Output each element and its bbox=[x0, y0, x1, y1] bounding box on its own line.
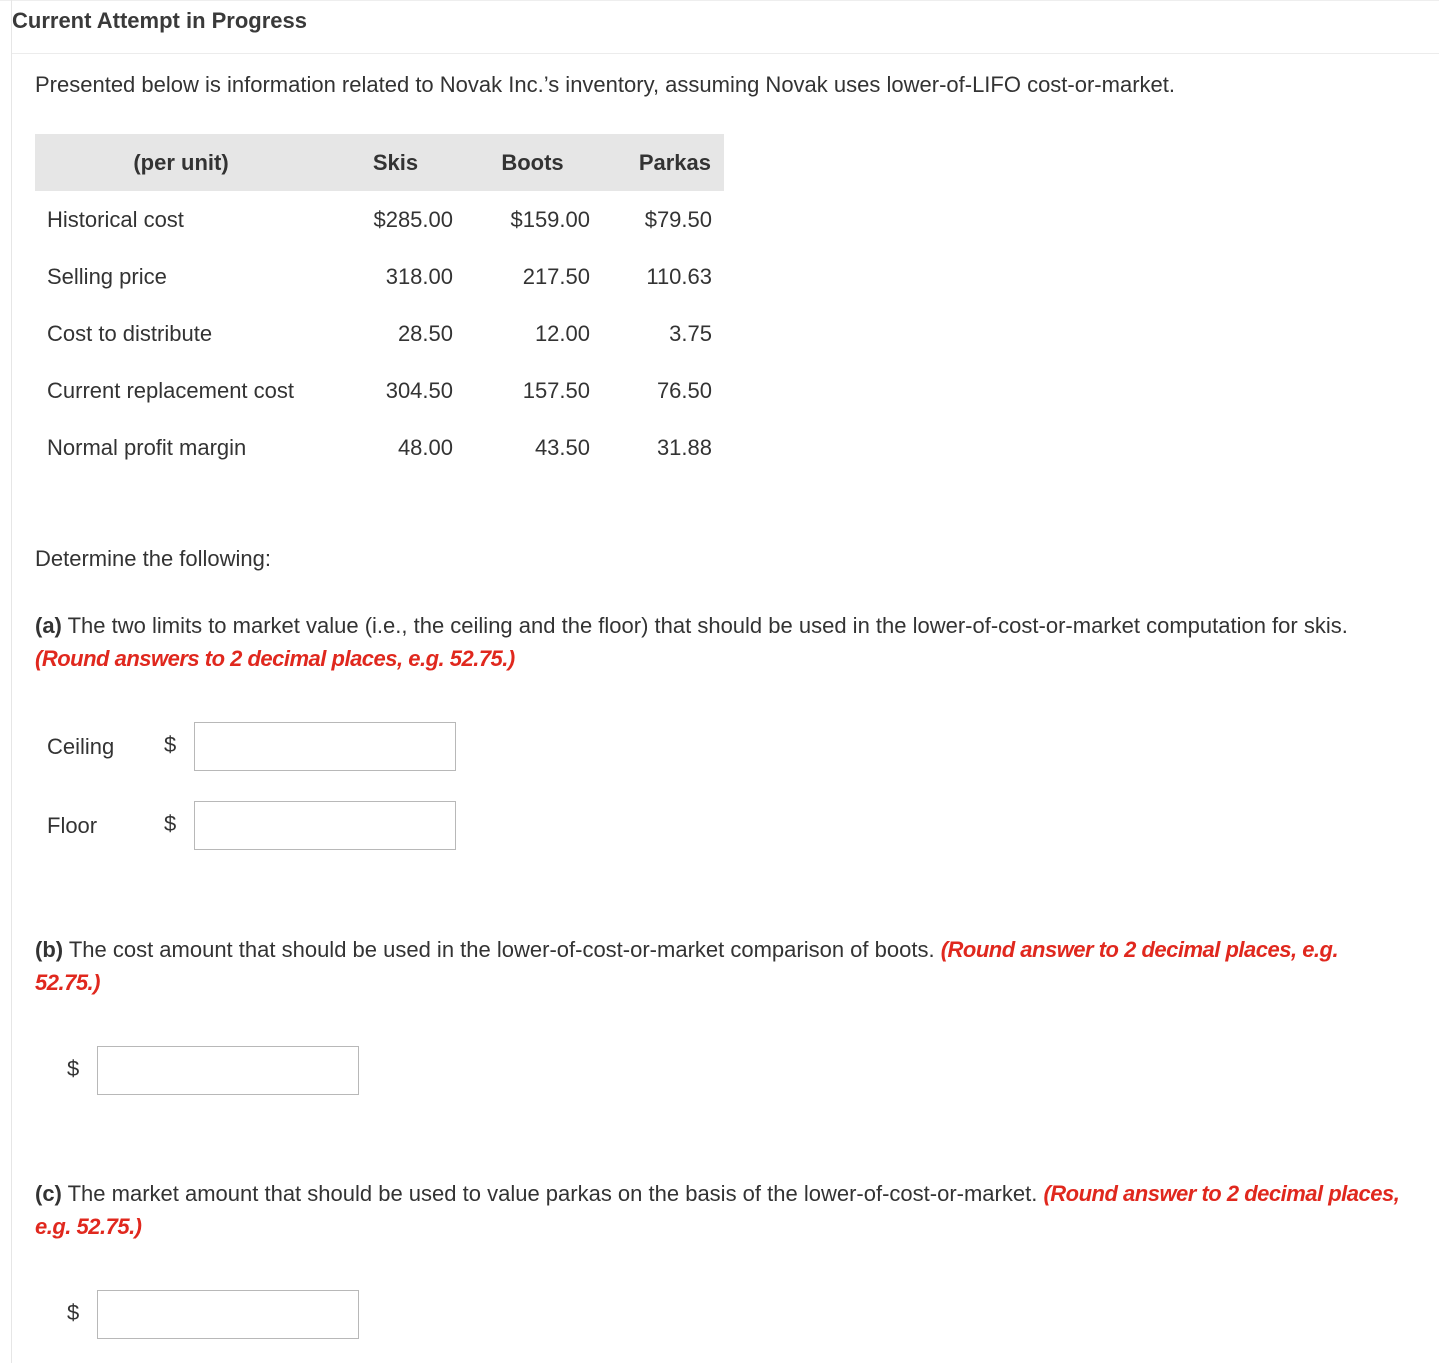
question-b-label: (b) bbox=[35, 937, 64, 962]
row-label: Current replacement cost bbox=[47, 377, 294, 403]
problem-intro: Presented below is information related to Novak Inc.’s inventory, assuming Novak uses lower-of-LIFO cost-or-market. bbox=[35, 72, 1175, 97]
cell-skis: $285.00 bbox=[373, 206, 453, 232]
row-label: Normal profit margin bbox=[47, 434, 247, 460]
row-label: Selling price bbox=[47, 263, 167, 289]
question-c-label: (c) bbox=[35, 1181, 62, 1206]
row-label: Historical cost bbox=[47, 206, 184, 232]
boots-cost-input[interactable] bbox=[97, 1046, 359, 1095]
table-row bbox=[35, 248, 724, 305]
header-divider bbox=[12, 53, 1439, 54]
boots-cost-dollar-sign: $ bbox=[67, 1056, 80, 1081]
question-b-hint: (Round answer to 2 decimal places, e.g. 52.75.) bbox=[35, 937, 1339, 995]
floor-input[interactable] bbox=[194, 801, 456, 850]
cell-parkas: 3.75 bbox=[669, 320, 712, 346]
question-a-hint: (Round answers to 2 decimal places, e.g. 52.75.) bbox=[35, 646, 515, 671]
column-header-boots: Boots bbox=[464, 134, 601, 191]
ceiling-input[interactable] bbox=[194, 722, 456, 771]
column-header-per-unit: (per unit) bbox=[35, 134, 327, 191]
question-a-label: (a) bbox=[35, 613, 62, 638]
table-row bbox=[35, 362, 724, 419]
question-b bbox=[35, 933, 1405, 999]
ceiling-dollar-sign: $ bbox=[164, 732, 177, 757]
column-header-skis: Skis bbox=[327, 134, 464, 191]
row-label: Cost to distribute bbox=[47, 320, 213, 346]
question-b-text: The cost amount that should be used in the lower-of-cost-or-market comparison of boots. bbox=[68, 937, 935, 962]
cell-boots: 12.00 bbox=[534, 320, 590, 346]
cell-parkas: 76.50 bbox=[656, 377, 712, 403]
parkas-market-dollar-sign: $ bbox=[67, 1300, 80, 1325]
cell-boots: 43.50 bbox=[534, 434, 590, 460]
left-border bbox=[11, 0, 12, 1363]
table-row bbox=[35, 191, 724, 248]
question-c-hint: (Round answer to 2 decimal places, e.g. 52.75.) bbox=[35, 1181, 1400, 1239]
parkas-market-input[interactable] bbox=[97, 1290, 359, 1339]
floor-label: Floor bbox=[47, 813, 98, 838]
cell-boots: 157.50 bbox=[522, 377, 590, 403]
cell-skis: 28.50 bbox=[397, 320, 453, 346]
table-row bbox=[35, 419, 724, 476]
cell-boots: 217.50 bbox=[522, 263, 590, 289]
cell-parkas: 110.63 bbox=[646, 263, 712, 289]
cell-boots: $159.00 bbox=[510, 206, 590, 232]
table-header-row bbox=[35, 134, 724, 191]
question-c bbox=[35, 1177, 1405, 1243]
top-border bbox=[0, 0, 1439, 1]
inventory-table bbox=[35, 134, 724, 476]
cell-skis: 304.50 bbox=[385, 377, 453, 403]
question-a bbox=[35, 609, 1405, 675]
table-row bbox=[35, 305, 724, 362]
cell-parkas: 31.88 bbox=[656, 434, 712, 460]
cell-skis: 318.00 bbox=[385, 263, 453, 289]
ceiling-label: Ceiling bbox=[47, 734, 115, 759]
column-header-parkas: Parkas bbox=[601, 134, 724, 191]
attempt-status-heading: Current Attempt in Progress bbox=[12, 8, 308, 33]
cell-parkas: $79.50 bbox=[644, 206, 712, 232]
question-a-text: The two limits to market value (i.e., the ceiling and the floor) that should be used in the lower-of-cost-or-market computation for skis. bbox=[67, 613, 1348, 638]
floor-dollar-sign: $ bbox=[164, 811, 177, 836]
cell-skis: 48.00 bbox=[397, 434, 453, 460]
question-c-text: The market amount that should be used to value parkas on the basis of the lower-of-cost-or-market. bbox=[67, 1181, 1038, 1206]
determine-instruction: Determine the following: bbox=[35, 546, 272, 571]
